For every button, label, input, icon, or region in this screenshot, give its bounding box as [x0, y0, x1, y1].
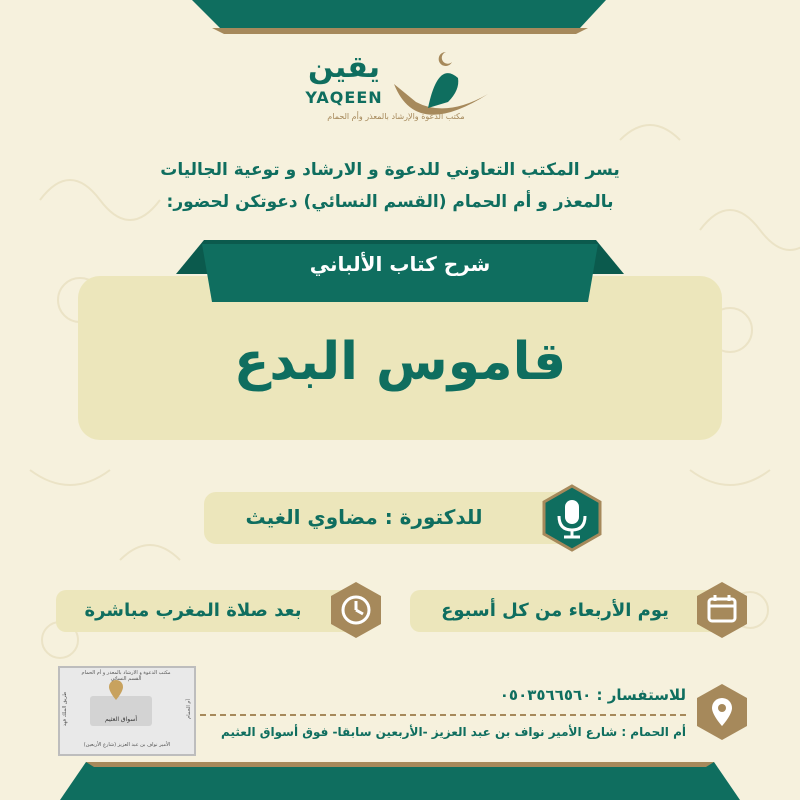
lecturer-text: للدكتورة : مضاوي الغيث — [245, 505, 483, 529]
logo-latin-name: YAQEEN — [305, 88, 383, 107]
map-pin-icon — [108, 680, 124, 700]
bottom-banner — [0, 762, 800, 800]
map-left-street: طريق الملك فهد — [62, 691, 68, 727]
course-subtitle: شرح كتاب الألباني — [309, 252, 491, 276]
intro-line-2: بالمعذر و أم الحمام (القسم النسائي) دعوتكن لحضور: — [166, 192, 614, 212]
day-text: يوم الأربعاء من كل أسبوع — [441, 600, 669, 621]
map-right-street: أم الحمام — [186, 699, 192, 719]
clock-icon — [326, 580, 386, 640]
top-banner — [0, 0, 800, 40]
map-office-label: مكتب الدعوة و الارشاد بالمعذر و أم الحمام القسم النسائي — [81, 670, 171, 682]
contact-phone: للاستفسار : ٠٥٠٣٥٦٦٥٦٠ — [499, 686, 686, 704]
logo-arabic-name: يقين — [307, 50, 381, 85]
logo-tagline: مكتب الدعوة والإرشاد بالمعذر وأم الحمام — [327, 112, 465, 121]
location-pin-icon — [692, 682, 752, 742]
map-store-label: أسواق العثيم — [104, 716, 138, 723]
microphone-icon — [538, 484, 606, 552]
contact-divider — [200, 714, 686, 716]
contact-address: أم الحمام : شارع الأمير نواف بن عبد العزيز -الأربعين سابقا- فوق أسواق العثيم — [221, 725, 686, 739]
calendar-icon — [692, 580, 752, 640]
location-map — [58, 666, 196, 756]
course-title: قاموس البدع — [233, 332, 567, 392]
logo — [300, 44, 500, 134]
time-text: بعد صلاة المغرب مباشرة — [84, 600, 302, 621]
intro-line-1: يسر المكتب التعاوني للدعوة و الارشاد و توعية الجاليات — [160, 160, 620, 180]
map-bottom-street: الأمير نواف بن عبد العزيز (شارع الأربعين) — [83, 742, 171, 748]
